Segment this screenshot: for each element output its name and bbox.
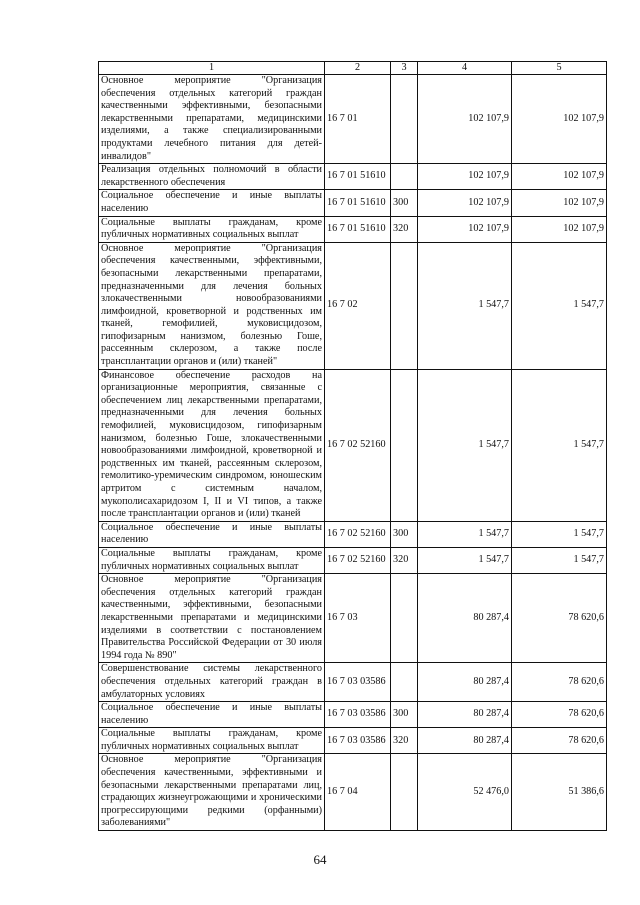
table-row (99, 574, 607, 663)
row-name-cell: Совершенствование системы лекарственного обеспечения отдельных категорий граждан в амбулаторных условиях (99, 663, 325, 702)
table-row (99, 702, 607, 728)
row-vr-cell: 320 (391, 547, 418, 573)
table-row (99, 663, 607, 702)
row-value-2019-cell: 102 107,9 (418, 164, 512, 190)
row-value-2019-cell: 1 547,7 (418, 369, 512, 521)
row-value-2020-cell: 1 547,7 (512, 369, 607, 521)
row-vr-cell (391, 164, 418, 190)
table-row (99, 521, 607, 547)
table-row (99, 164, 607, 190)
row-code-cell: 16 7 02 52160 (325, 547, 391, 573)
row-value-2019-cell: 80 287,4 (418, 728, 512, 754)
row-name-cell: Основное мероприятие "Организация обеспечения отдельных категорий граждан качественными, эффективными, безопасными лекарственными препаратами и медицинскими изделиями в соответствии с постановлением Правительства Российской Федерации от 30 июля 1994 года № 890" (99, 574, 325, 663)
row-value-2019-cell: 80 287,4 (418, 663, 512, 702)
header-cell: 1 (99, 62, 325, 75)
table-row (99, 369, 607, 521)
row-name-cell: Основное мероприятие "Организация обеспечения качественными, эффективными и безопасными лекарственными препаратами лиц, страдающих жизнеугрожающими и хроническими прогрессирующими редкими (орфанными) заболеваниями" (99, 754, 325, 831)
row-code-cell: 16 7 04 (325, 754, 391, 831)
header-cell: 4 (418, 62, 512, 75)
row-name-cell: Социальное обеспечение и иные выплаты населению (99, 190, 325, 216)
row-value-2020-cell: 102 107,9 (512, 216, 607, 242)
table-row (99, 728, 607, 754)
header-cell: 5 (512, 62, 607, 75)
row-vr-cell: 300 (391, 521, 418, 547)
row-value-2019-cell: 102 107,9 (418, 190, 512, 216)
row-value-2020-cell: 102 107,9 (512, 75, 607, 164)
row-code-cell: 16 7 02 (325, 242, 391, 369)
row-code-cell: 16 7 03 03586 (325, 663, 391, 702)
row-vr-cell (391, 754, 418, 831)
row-value-2020-cell: 102 107,9 (512, 190, 607, 216)
row-code-cell: 16 7 03 03586 (325, 728, 391, 754)
row-vr-cell (391, 369, 418, 521)
row-vr-cell (391, 242, 418, 369)
row-name-cell: Социальные выплаты гражданам, кроме публичных нормативных социальных выплат (99, 728, 325, 754)
row-value-2019-cell: 1 547,7 (418, 521, 512, 547)
row-value-2019-cell: 52 476,0 (418, 754, 512, 831)
row-code-cell: 16 7 02 52160 (325, 369, 391, 521)
row-name-cell: Социальные выплаты гражданам, кроме публичных нормативных социальных выплат (99, 547, 325, 573)
row-name-cell: Основное мероприятие "Организация обеспечения качественными, эффективными, безопасными лекарственными препаратами, предназначенными для лечения больных злокачественными новообразованиями лимфоидной, кроветворной и родственных им тканей, гемофилией, муковисцидозом, гипофизарным нанизмом, болезнью Гоше, рассеянным склерозом, а также после трансплантации органов и (или) тканей" (99, 242, 325, 369)
row-value-2019-cell: 1 547,7 (418, 547, 512, 573)
row-code-cell: 16 7 03 (325, 574, 391, 663)
table-row (99, 216, 607, 242)
row-name-cell: Социальное обеспечение и иные выплаты населению (99, 521, 325, 547)
row-code-cell: 16 7 01 51610 (325, 164, 391, 190)
row-value-2020-cell: 78 620,6 (512, 663, 607, 702)
header-row (99, 62, 607, 75)
table-row (99, 242, 607, 369)
row-vr-cell (391, 75, 418, 164)
budget-table (98, 61, 607, 831)
row-code-cell: 16 7 02 52160 (325, 521, 391, 547)
table-row (99, 190, 607, 216)
row-value-2020-cell: 51 386,6 (512, 754, 607, 831)
table-row (99, 754, 607, 831)
row-value-2020-cell: 1 547,7 (512, 547, 607, 573)
row-code-cell: 16 7 01 (325, 75, 391, 164)
row-vr-cell: 300 (391, 190, 418, 216)
row-value-2019-cell: 80 287,4 (418, 702, 512, 728)
row-value-2019-cell: 1 547,7 (418, 242, 512, 369)
row-value-2020-cell: 78 620,6 (512, 574, 607, 663)
row-code-cell: 16 7 01 51610 (325, 216, 391, 242)
row-name-cell: Социальные выплаты гражданам, кроме публичных нормативных социальных выплат (99, 216, 325, 242)
row-vr-cell (391, 663, 418, 702)
row-vr-cell: 320 (391, 728, 418, 754)
row-value-2020-cell: 1 547,7 (512, 521, 607, 547)
header-cell: 2 (325, 62, 391, 75)
row-value-2020-cell: 1 547,7 (512, 242, 607, 369)
row-value-2020-cell: 102 107,9 (512, 164, 607, 190)
row-code-cell: 16 7 03 03586 (325, 702, 391, 728)
row-name-cell: Реализация отдельных полномочий в области лекарственного обеспечения (99, 164, 325, 190)
row-value-2020-cell: 78 620,6 (512, 728, 607, 754)
row-code-cell: 16 7 01 51610 (325, 190, 391, 216)
row-vr-cell (391, 574, 418, 663)
table-body (99, 75, 607, 831)
table-row (99, 75, 607, 164)
table-row (99, 547, 607, 573)
row-value-2019-cell: 80 287,4 (418, 574, 512, 663)
row-value-2020-cell: 78 620,6 (512, 702, 607, 728)
row-name-cell: Основное мероприятие "Организация обеспечения отдельных категорий граждан качественными эффективными, безопасными лекарственными препаратами, медицинскими изделиями, а также специализированными продуктами лечебного питания для детей-инвалидов" (99, 75, 325, 164)
row-vr-cell: 300 (391, 702, 418, 728)
row-name-cell: Финансовое обеспечение расходов на организационные мероприятия, связанные с обеспечением лиц лекарственными препаратами, предназначенными для лечения больных гемофилией, муковисцидозом, гипофизарным нанизмом, болезнью Гоше, злокачественными новообразованиями лимфоидной, кроветворной и родственных им тканей, рассеянным склерозом, гемолитико-уремическим синдромом, юношеским артритом с системным началом, мукополисахаридозом I, II и VI типов, а также после трансплантации органов и (или) тканей (99, 369, 325, 521)
row-value-2019-cell: 102 107,9 (418, 216, 512, 242)
page-number: 64 (313, 852, 327, 867)
row-vr-cell: 320 (391, 216, 418, 242)
row-name-cell: Социальное обеспечение и иные выплаты населению (99, 702, 325, 728)
header-cell: 3 (391, 62, 418, 75)
row-value-2019-cell: 102 107,9 (418, 75, 512, 164)
